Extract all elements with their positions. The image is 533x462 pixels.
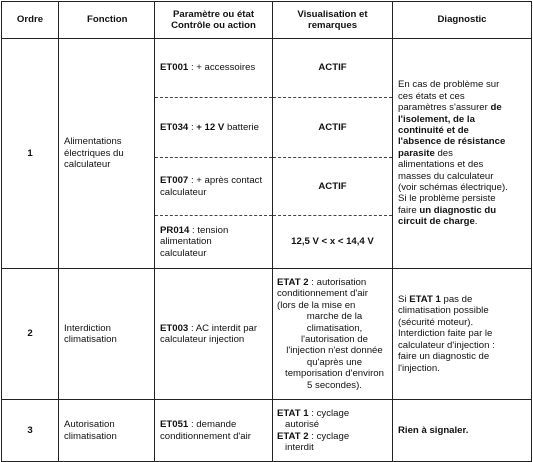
diagnostic-table <box>1 1 532 462</box>
param-pr014: PR014 : tension alimentation calculateur <box>155 216 273 269</box>
header-ordre: Ordre <box>2 2 59 39</box>
table-row <box>2 269 532 400</box>
table-row <box>2 400 532 462</box>
visu-et001: ACTIF <box>273 39 393 98</box>
diagnostic-cell: Rien à signaler. <box>393 400 532 462</box>
fonction-cell: Alimentations électriques du calculateur <box>59 39 155 269</box>
header-row <box>2 2 532 39</box>
table-row <box>2 39 532 98</box>
header-parametre: Paramètre ou état Contrôle ou action <box>155 2 273 39</box>
diagnostic-cell: Si ETAT 1 pas de climatisation possible (sécurité moteur). Interdiction faite par le calculateur d'injection : faire un diagnostic de l'injection. <box>393 269 532 400</box>
visu-etats: ETAT 1 : cyclage autorisé ETAT 2 : cyclage interdit <box>273 400 393 462</box>
param-et003: ET003 : AC interdit par calculateur injection <box>155 269 273 400</box>
param-et051: ET051 : demande conditionnement d'air <box>155 400 273 462</box>
header-fonction: Fonction <box>59 2 155 39</box>
header-visualisation: Visualisation et remarques <box>273 2 393 39</box>
param-et007: ET007 : + après contact calculateur <box>155 158 273 216</box>
fonction-cell: Interdiction climatisation <box>59 269 155 400</box>
fonction-cell: Autorisation climatisation <box>59 400 155 462</box>
param-et034: ET034 : + 12 V batterie <box>155 98 273 158</box>
header-diagnostic: Diagnostic <box>393 2 532 39</box>
param-et001: ET001 : + accessoires <box>155 39 273 98</box>
visu-et034: ACTIF <box>273 98 393 158</box>
visu-et007: ACTIF <box>273 158 393 216</box>
visu-pr014: 12,5 V < x < 14,4 V <box>273 216 393 269</box>
ordre-cell: 3 <box>2 400 59 462</box>
ordre-cell: 2 <box>2 269 59 400</box>
visu-etat2: ETAT 2 : autorisation conditionnement d'air (lors de la mise en marche de la climatisation, l'autorisation de l'injection n'est donnée qu'après une temporisation d'environ 5 secondes). <box>273 269 393 400</box>
diagnostic-cell: En cas de problème sur ces états et ces paramètres s'assurer de l'isolement, de la continuité et de l'absence de résistance parasite des alimentations et des masses du calculateur (voir schémas électrique). Si le problème persiste faire un diagnostic du circuit de charge. <box>393 39 532 269</box>
ordre-cell: 1 <box>2 39 59 269</box>
